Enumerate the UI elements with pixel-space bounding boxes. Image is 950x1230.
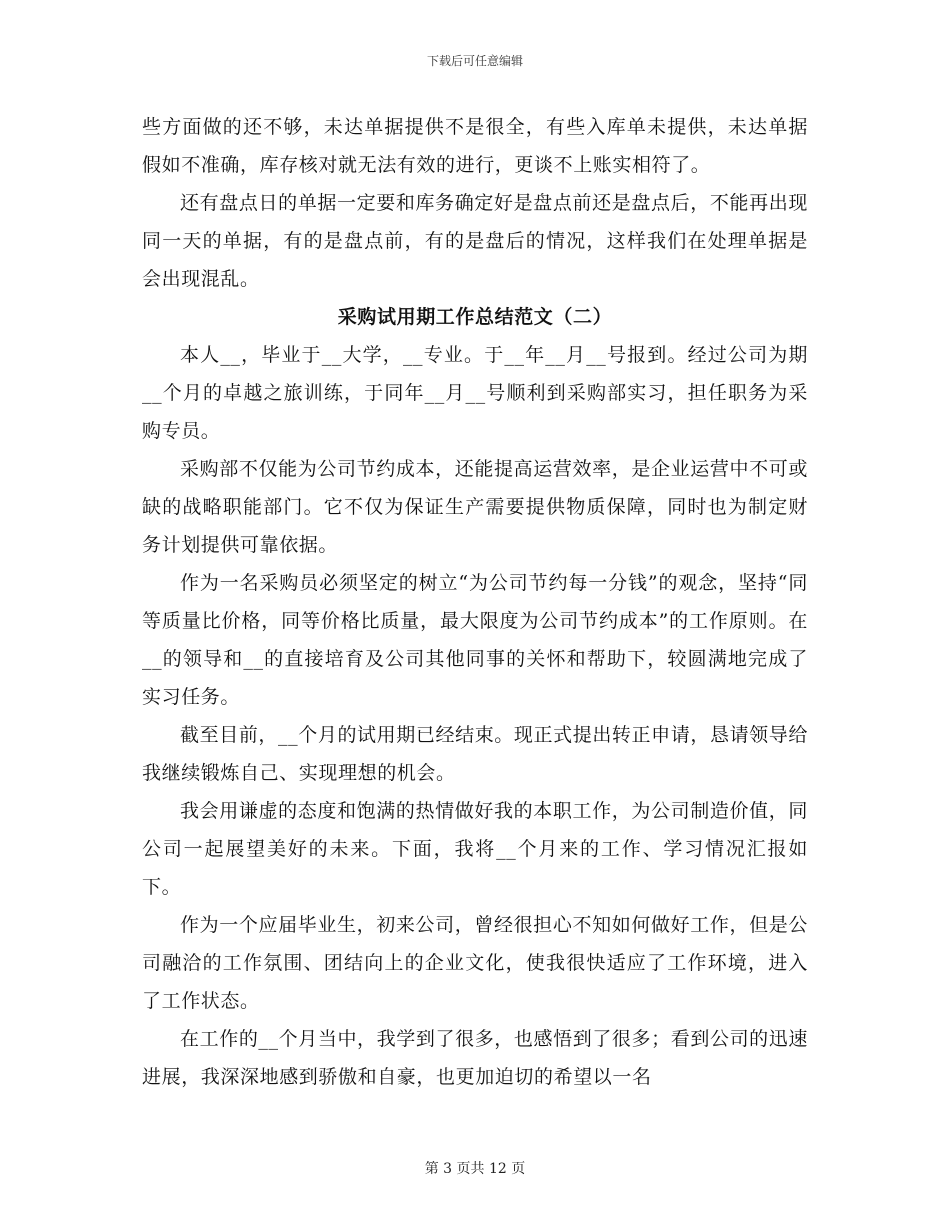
paragraph: 本人__，毕业于__大学，__专业。于__年__月__号报到。经过公司为期__个月的卓越之旅训练，于同年__月__号顺利到采购部实习，担任职务为采购专员。: [142, 344, 808, 442]
paragraph: 作为一名采购员必须坚定的树立“为公司节约每一分钱”的观念，坚持“同等质量比价格，同等价格比质量，最大限度为公司节约成本”的工作原则。在__的领导和__的直接培育及公司其他同事的关怀和帮助下，较圆满地完成了实习任务。: [142, 572, 808, 708]
paragraph: 在工作的__个月当中，我学到了很多，也感悟到了很多；看到公司的迅速进展，我深深地感到骄傲和自豪，也更加迫切的希望以一名: [142, 1028, 808, 1088]
paragraph: 采购部不仅能为公司节约成本，还能提高运营效率，是企业运营中不可或缺的战略职能部门。它不仅为保证生产需要提供物质保障，同时也为制定财务计划提供可靠依据。: [142, 458, 808, 556]
paragraph: 还有盘点日的单据一定要和库务确定好是盘点前还是盘点后，不能再出现同一天的单据，有的是盘点前，有的是盘后的情况，这样我们在处理单据是会出现混乱。: [142, 192, 808, 290]
paragraph: 我会用谦虚的态度和饱满的热情做好我的本职工作，为公司制造价值，同公司一起展望美好的未来。下面，我将__个月来的工作、学习情况汇报如下。: [142, 800, 808, 898]
paragraph-continued: 些方面做的还不够，未达单据提供不是很全，有些入库单未提供，未达单据假如不准确，库存核对就无法有效的进行，更谈不上账实相符了。: [142, 116, 808, 176]
paragraph: 作为一个应届毕业生，初来公司，曾经很担心不知如何做好工作，但是公司融洽的工作氛围、团结向上的企业文化，使我很快适应了工作环境，进入了工作状态。: [142, 914, 808, 1012]
page-header: 下载后可任意编辑: [426, 54, 523, 68]
paragraph: 截至目前，__个月的试用期已经结束。现正式提出转正申请，恳请领导给我继续锻炼自己、实现理想的机会。: [142, 724, 808, 784]
page-number: 第 3 页共 12 页: [424, 1161, 526, 1177]
document-body: [142, 108, 808, 1096]
section-title: 采购试用期工作总结范文（二）: [337, 306, 613, 328]
